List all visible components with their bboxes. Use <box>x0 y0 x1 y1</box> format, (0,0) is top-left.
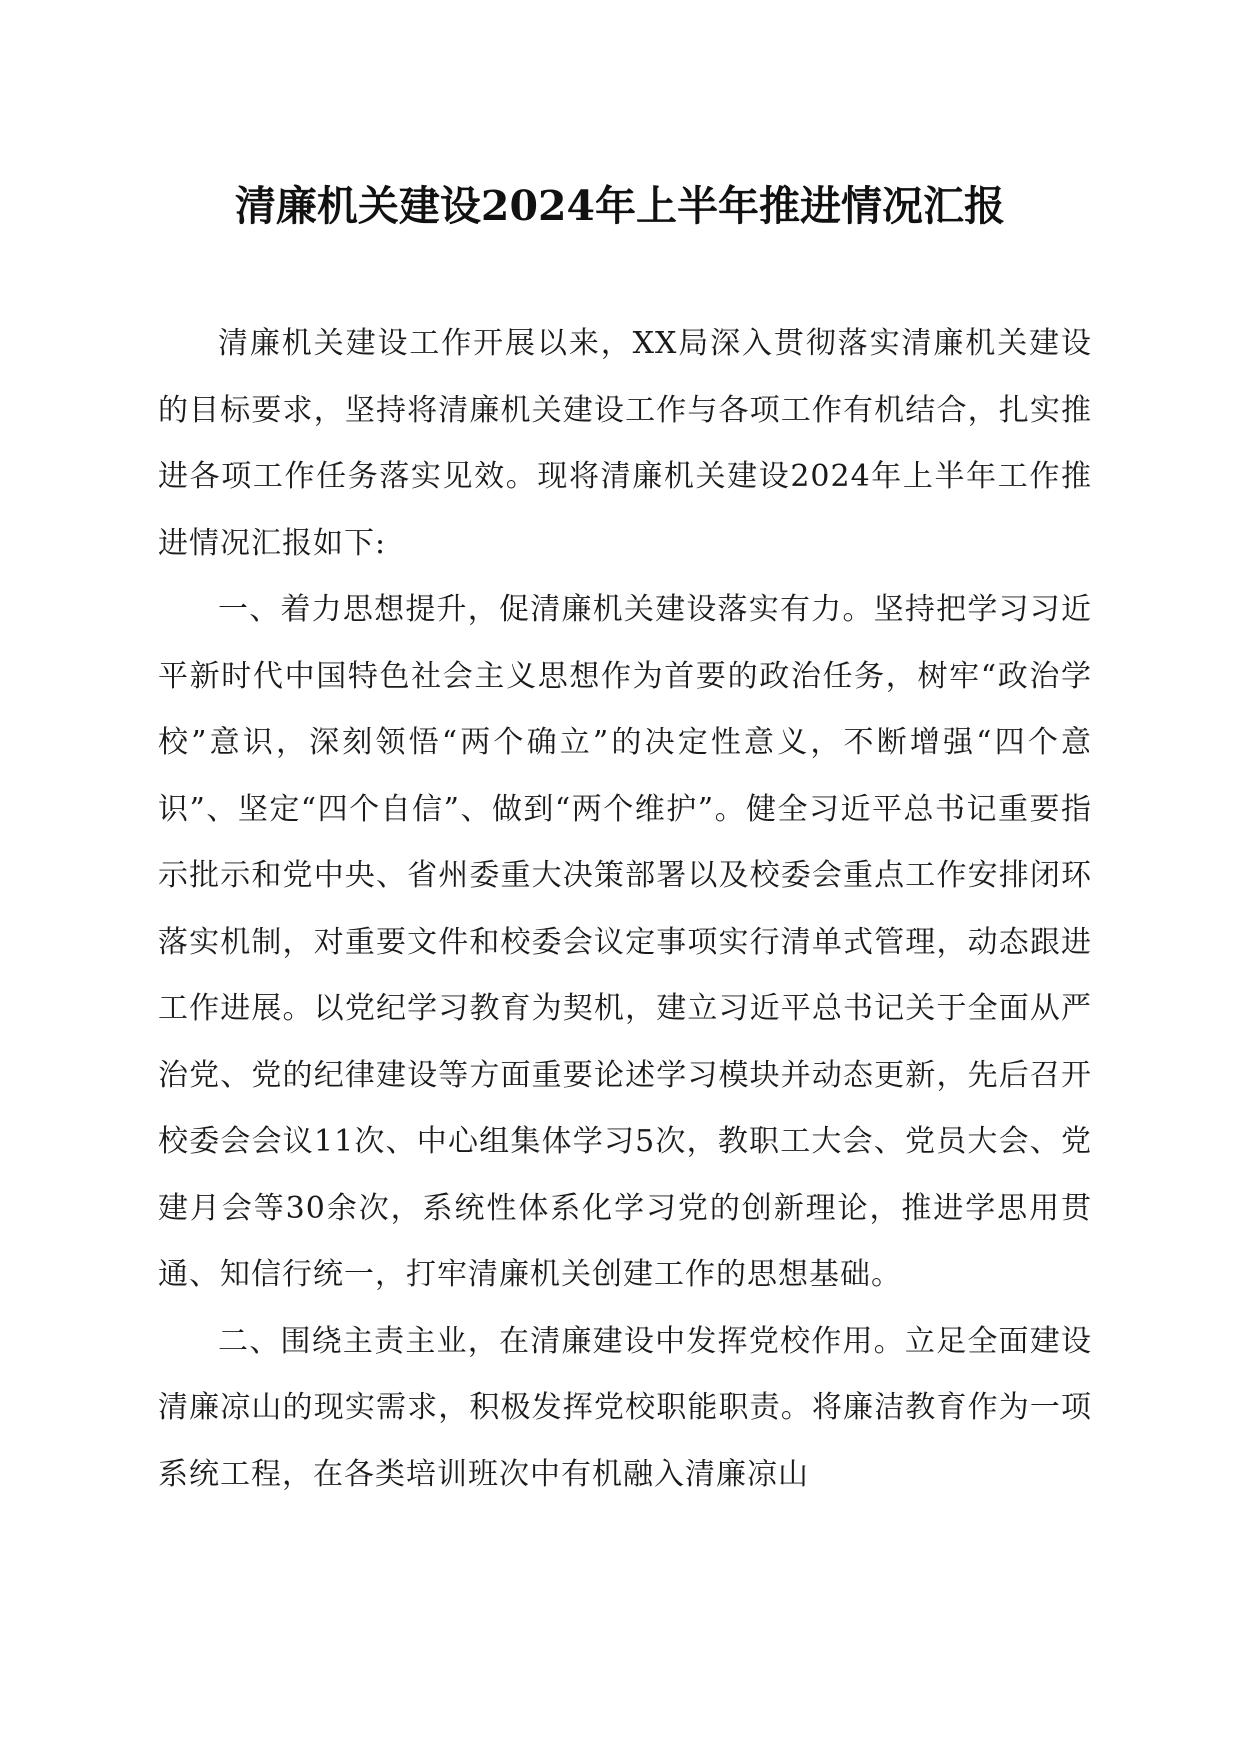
document-body <box>158 311 1092 1508</box>
paragraph-section-one: 一、着力思想提升，促清廉机关建设落实有力。坚持把学习习近平新时代中国特色社会主义思想作为首要的政治任务，树牢“政治学校”意识，深刻领悟“两个确立”的决定性意义，不断增强“四个意识”、坚定“四个自信”、做到“两个维护”。健全习近平总书记重要指示批示和党中央、省州委重大决策部署以及校委会重点工作安排闭环落实机制，对重要文件和校委会议定事项实行清单式管理，动态跟进工作进展。以党纪学习教育为契机，建立习近平总书记关于全面从严治党、党的纪律建设等方面重要论述学习模块并动态更新，先后召开校委会会议11次、中心组集体学习5次，教职工大会、党员大会、党建月会等30余次，系统性体系化学习党的创新理论，推进学思用贯通、知信行统一，打牢清廉机关创建工作的思想基础。 <box>158 592 1092 1292</box>
paragraph-intro: 清廉机关建设工作开展以来，XX局深入贯彻落实清廉机关建设的目标要求，坚持将清廉机关建设工作与各项工作有机结合，扎实推进各项工作任务落实见效。现将清廉机关建设2024年上半年工作推进情况汇报如下: <box>158 326 1092 561</box>
paragraph-section-two: 二、围绕主责主业，在清廉建设中发挥党校作用。立足全面建设清廉凉山的现实需求，积极发挥党校职能职责。将廉洁教育作为一项系统工程，在各类培训班次中有机融入清廉凉山 <box>158 1323 1092 1492</box>
document-title: 清廉机关建设2024年上半年推进情况汇报 <box>234 182 1006 230</box>
